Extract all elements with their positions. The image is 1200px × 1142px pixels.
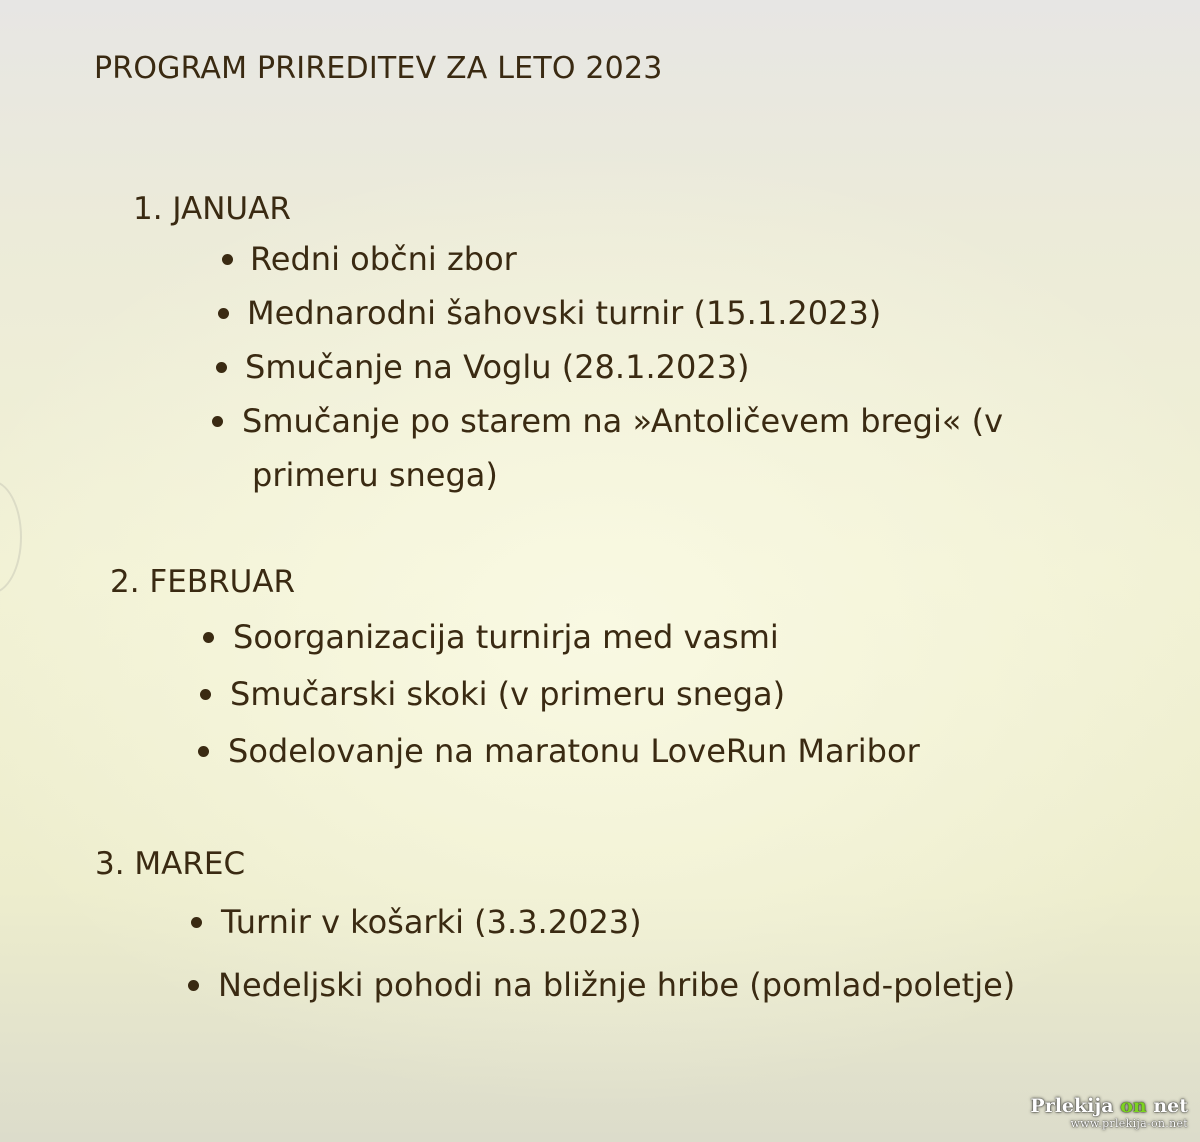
- watermark-brand-suffix: net: [1146, 1095, 1188, 1117]
- list-item: Sodelovanje na maratonu LoveRun Maribor: [228, 732, 920, 770]
- bullet-icon: [191, 917, 202, 928]
- bullet-icon: [200, 689, 211, 700]
- bullet-icon: [198, 746, 209, 757]
- list-item: Turnir v košarki (3.3.2023): [221, 903, 642, 941]
- watermark-url: www.prlekija-on.net: [1070, 1117, 1188, 1130]
- watermark-brand-accent: on: [1120, 1095, 1147, 1117]
- watermark-logo: [1030, 1095, 1188, 1130]
- section-heading-januar: 1. JANUAR: [133, 191, 291, 227]
- bullet-icon: [212, 416, 223, 427]
- list-item: Mednarodni šahovski turnir (15.1.2023): [247, 294, 882, 332]
- page-title: PROGRAM PRIREDITEV ZA LETO 2023: [94, 51, 663, 86]
- bullet-icon: [188, 980, 199, 991]
- list-item: Soorganizacija turnirja med vasmi: [233, 618, 779, 656]
- bullet-icon: [216, 362, 227, 373]
- list-item-continuation: primeru snega): [252, 456, 498, 494]
- list-item: Nedeljski pohodi na bližnje hribe (pomlad-poletje): [218, 966, 1016, 1004]
- bullet-icon: [222, 254, 233, 265]
- section-heading-februar: 2. FEBRUAR: [110, 564, 296, 600]
- list-item: Smučanje na Voglu (28.1.2023): [245, 348, 750, 386]
- section-heading-marec: 3. MAREC: [95, 846, 246, 882]
- bullet-icon: [203, 632, 214, 643]
- bullet-icon: [218, 308, 229, 319]
- list-item: Redni občni zbor: [250, 240, 517, 278]
- watermark-brand-prefix: Prlekija: [1030, 1095, 1121, 1117]
- projection-edge-arc: [0, 480, 22, 594]
- list-item: Smučarski skoki (v primeru snega): [230, 675, 786, 713]
- list-item: Smučanje po starem na »Antoličevem bregi« (v: [242, 402, 1004, 440]
